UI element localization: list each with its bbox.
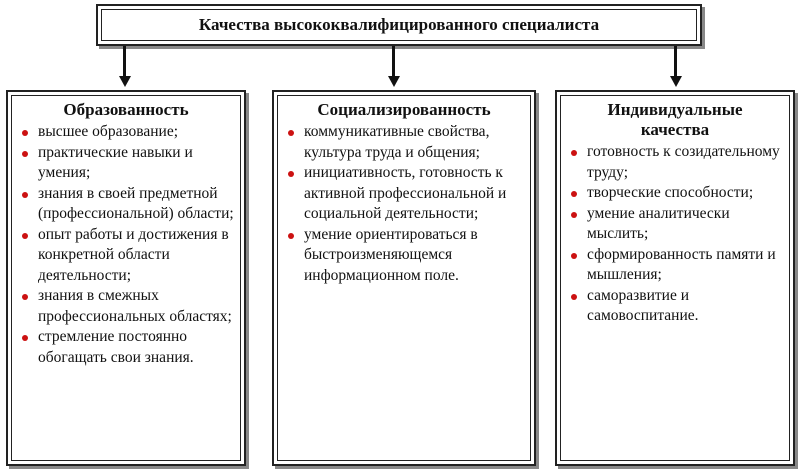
list-item [565, 245, 787, 286]
list-item-text: стремление постоянно обогащать свои знания. [38, 328, 194, 366]
bullet-icon [288, 233, 294, 239]
individual-qualities-box [555, 90, 795, 466]
list-item [282, 163, 528, 225]
bullet-icon [288, 130, 294, 136]
list-item-text: сформированность памяти и мышления; [587, 245, 776, 283]
list-item [16, 327, 238, 368]
education-box [6, 90, 246, 466]
bullet-icon [571, 212, 577, 218]
list-item-text: инициативность, готовность к активной профессиональной и социальной деятельности; [304, 164, 507, 222]
list-item-text: высшее образование; [38, 123, 178, 140]
list-item-text: готовность к созидательному труду; [587, 143, 780, 181]
list-item-text: практические навыки и умения; [38, 143, 193, 181]
education-heading: Образованность [63, 100, 189, 119]
list-item-text: саморазвитие и самовоспитание. [587, 286, 699, 324]
list-item-text: знания в смежных профессиональных областях; [38, 287, 232, 325]
bullet-icon [571, 253, 577, 259]
bullet-icon [22, 192, 28, 198]
list-item [565, 286, 787, 327]
list-item-text: творческие способности; [587, 184, 754, 201]
list-item [16, 184, 238, 225]
bullet-icon [22, 335, 28, 341]
list-item [16, 225, 238, 287]
bullet-icon [571, 191, 577, 197]
list-item-text: опыт работы и достижения в конкретной области деятельности; [38, 225, 229, 284]
arrow-head-socialization [388, 76, 400, 87]
arrow-to-socialization [392, 46, 395, 78]
bullet-icon [571, 150, 577, 156]
list-item [565, 183, 787, 204]
bullet-icon [288, 171, 294, 177]
socialization-box [272, 90, 536, 466]
list-item-text: умение аналитически мыслить; [587, 204, 730, 242]
socialization-list [274, 122, 534, 286]
list-item [16, 122, 238, 143]
list-item [565, 142, 787, 183]
bullet-icon [22, 233, 28, 239]
arrow-to-education [123, 46, 126, 78]
list-item-text: умение ориентироваться в быстроизменяющемся информационном поле. [304, 225, 478, 284]
individual-qualities-list [557, 142, 793, 327]
socialization-heading: Социализированность [317, 100, 491, 119]
list-item-text: знания в своей предметной (профессиональной) области; [38, 184, 234, 222]
diagram-title: Качества высококвалифицированного специалиста [198, 15, 600, 34]
individual-qualities-heading: Индивидуальные качества [607, 100, 743, 139]
arrow-head-education [119, 76, 131, 87]
bullet-icon [22, 130, 28, 136]
arrow-head-individual [670, 76, 682, 87]
education-list [8, 122, 244, 368]
bullet-icon [571, 294, 577, 300]
title-box [96, 4, 702, 46]
list-item [282, 122, 528, 163]
list-item [16, 143, 238, 184]
bullet-icon [22, 151, 28, 157]
arrow-to-individual [674, 46, 677, 78]
list-item [282, 225, 528, 287]
list-item [565, 204, 787, 245]
bullet-icon [22, 294, 28, 300]
list-item [16, 286, 238, 327]
list-item-text: коммуникативные свойства, культура труда и общения; [304, 123, 490, 161]
